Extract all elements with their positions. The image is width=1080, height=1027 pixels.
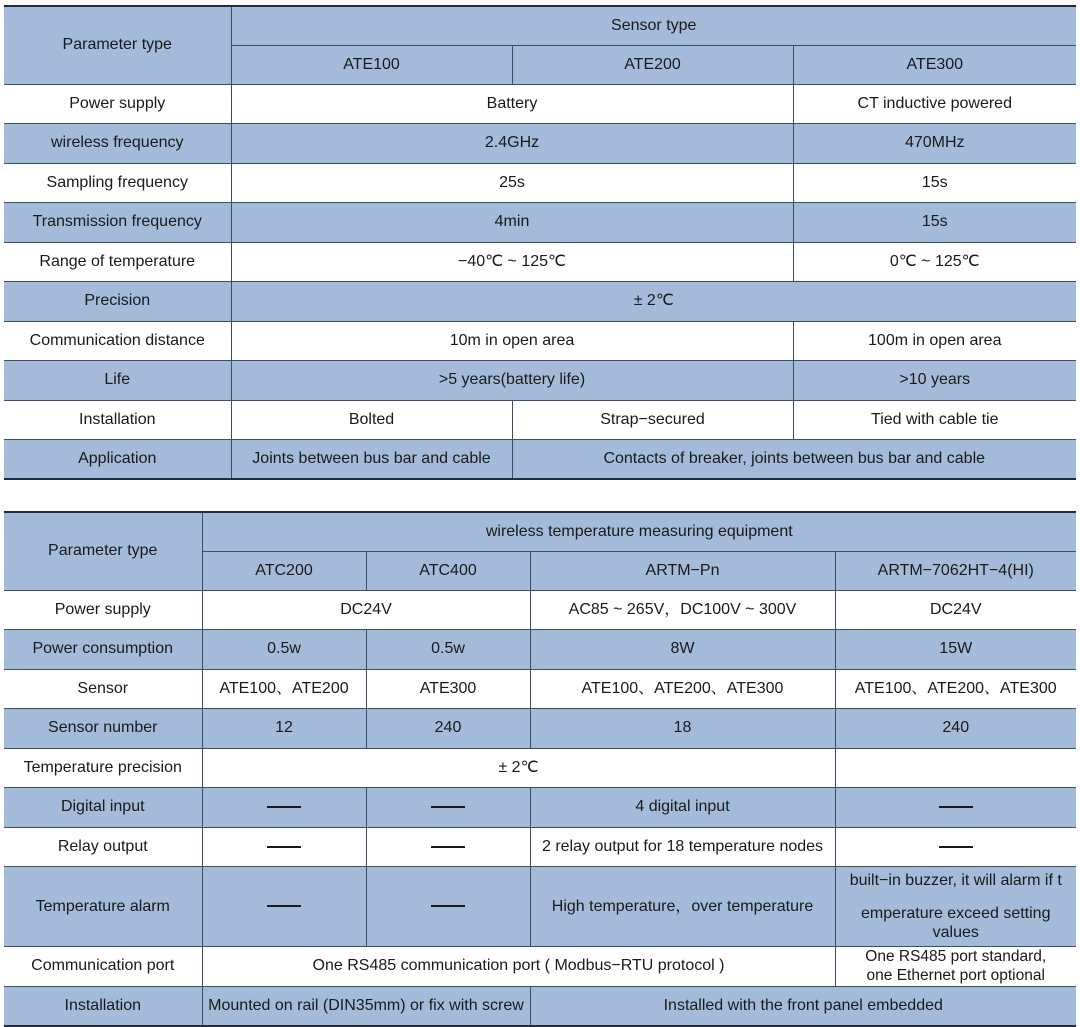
- row-label: Installation: [4, 986, 202, 1026]
- table-row: [4, 709, 1076, 749]
- cell-value: 240: [366, 709, 530, 749]
- cell-value: 470MHz: [793, 124, 1076, 164]
- cell-value: 12: [202, 709, 366, 749]
- cell-value: ± 2℃: [231, 282, 1076, 322]
- cell-value: 0℃ ~ 125℃: [793, 242, 1076, 282]
- cell-value: Joints between bus bar and cable: [231, 440, 512, 480]
- cell-value: Installed with the front panel embedded: [530, 986, 1076, 1026]
- row-label: Range of temperature: [4, 242, 231, 282]
- cell-value: ATE100、ATE200、ATE300: [530, 669, 835, 709]
- cell-value: ATE100、ATE200: [202, 669, 366, 709]
- table-row: [4, 440, 1076, 480]
- dash-mark: [267, 905, 301, 907]
- table-row: [4, 163, 1076, 203]
- cell-value: ATE100、ATE200、ATE300: [835, 669, 1076, 709]
- model-artm-pn: ARTM−Pn: [530, 551, 835, 590]
- cell-value: One RS485 communication port ( Modbus−RTU protocol ): [202, 947, 835, 987]
- row-label: Digital input: [4, 788, 202, 828]
- sensor-spec-table: [4, 5, 1076, 480]
- dash-mark: [939, 806, 973, 808]
- row-label: Sensor: [4, 669, 202, 709]
- row-label: Precision: [4, 282, 231, 322]
- cell-value: −40℃ ~ 125℃: [231, 242, 793, 282]
- row-label: Communication port: [4, 947, 202, 987]
- table-row: [4, 590, 1076, 630]
- equipment-type-header: wireless temperature measuring equipment: [202, 512, 1076, 551]
- cell-dash: [835, 827, 1076, 867]
- model-ate200: ATE200: [512, 45, 793, 84]
- row-label: Power supply: [4, 84, 231, 124]
- dash-mark: [431, 806, 465, 808]
- cell-value: Tied with cable tie: [793, 400, 1076, 440]
- cell-value: Contacts of breaker, joints between bus bar and cable: [512, 440, 1076, 480]
- sensor-header-row: [4, 6, 1076, 45]
- row-label: Sensor number: [4, 709, 202, 749]
- cell-value: 8W: [530, 630, 835, 670]
- cell-value: [835, 947, 1076, 987]
- cell-value: 2 relay output for 18 temperature nodes: [530, 827, 835, 867]
- sensor-type-header: Sensor type: [231, 6, 1076, 45]
- row-label: Sampling frequency: [4, 163, 231, 203]
- param-type-header: Parameter type: [4, 512, 202, 590]
- cell-value: [835, 867, 1076, 947]
- cell-value: ATE300: [366, 669, 530, 709]
- model-atc400: ATC400: [366, 551, 530, 590]
- row-label: Life: [4, 361, 231, 401]
- model-artm-7062: ARTM−7062HT−4(HI): [835, 551, 1076, 590]
- model-atc200: ATC200: [202, 551, 366, 590]
- cell-value: 0.5w: [202, 630, 366, 670]
- comm-port-line2: one Ethernet port optional: [866, 967, 1045, 985]
- cell-value: 100m in open area: [793, 321, 1076, 361]
- model-ate100: ATE100: [231, 45, 512, 84]
- cell-dash: [366, 827, 530, 867]
- table-row: [4, 827, 1076, 867]
- table-row: [4, 788, 1076, 828]
- cell-value: 10m in open area: [231, 321, 793, 361]
- table-row: [4, 203, 1076, 243]
- cell-value: 15W: [835, 630, 1076, 670]
- cell-value: 15s: [793, 163, 1076, 203]
- cell-dash: [366, 867, 530, 947]
- comm-port-line1: One RS485 port standard,: [865, 948, 1047, 965]
- cell-value: 2.4GHz: [231, 124, 793, 164]
- cell-value: 18: [530, 709, 835, 749]
- cell-value: 15s: [793, 203, 1076, 243]
- row-label: Application: [4, 440, 231, 480]
- cell-value: Battery: [231, 84, 793, 124]
- cell-value: CT inductive powered: [793, 84, 1076, 124]
- dash-mark: [431, 905, 465, 907]
- table-row: [4, 321, 1076, 361]
- row-label: Temperature precision: [4, 748, 202, 788]
- cell-value: Strap−secured: [512, 400, 793, 440]
- cell-value: 4min: [231, 203, 793, 243]
- dash-mark: [431, 846, 465, 848]
- equipment-spec-table: [4, 511, 1076, 1027]
- cell-value: 4 digital input: [530, 788, 835, 828]
- row-label: wireless frequency: [4, 124, 231, 164]
- alarm-note: [840, 871, 1073, 943]
- cell-dash: [366, 788, 530, 828]
- cell-value: 25s: [231, 163, 793, 203]
- table-row: [4, 630, 1076, 670]
- cell-value: ± 2℃: [202, 748, 835, 788]
- table-row: [4, 84, 1076, 124]
- cell-dash: [202, 867, 366, 947]
- param-type-header: Parameter type: [4, 6, 231, 84]
- cell-dash: [202, 788, 366, 828]
- table-row: [4, 361, 1076, 401]
- cell-value: 0.5w: [366, 630, 530, 670]
- cell-value: DC24V: [202, 590, 530, 630]
- cell-value: >5 years(battery life): [231, 361, 793, 401]
- cell-value: High temperature，over temperature: [530, 867, 835, 947]
- dash-mark: [267, 806, 301, 808]
- cell-value: Mounted on rail (DIN35mm) or fix with screw: [202, 986, 530, 1026]
- model-ate300: ATE300: [793, 45, 1076, 84]
- row-label: Transmission frequency: [4, 203, 231, 243]
- dash-mark: [267, 846, 301, 848]
- dash-mark: [939, 846, 973, 848]
- row-label: Power supply: [4, 590, 202, 630]
- table-row: [4, 986, 1076, 1026]
- cell-value: Bolted: [231, 400, 512, 440]
- table-row: [4, 867, 1076, 947]
- alarm-note-line2: emperature exceed setting values: [861, 904, 1051, 942]
- table-row: [4, 947, 1076, 987]
- cell-empty: [835, 748, 1076, 788]
- equipment-header-row: [4, 512, 1076, 551]
- table-row: [4, 669, 1076, 709]
- table-row: [4, 282, 1076, 322]
- table-row: [4, 124, 1076, 164]
- alarm-note-line1: built−in buzzer, it will alarm if t: [849, 871, 1062, 889]
- row-label: Temperature alarm: [4, 867, 202, 947]
- cell-value: AC85 ~ 265V，DC100V ~ 300V: [530, 590, 835, 630]
- row-label: Power consumption: [4, 630, 202, 670]
- cell-value: 240: [835, 709, 1076, 749]
- row-label: Installation: [4, 400, 231, 440]
- table-row: [4, 748, 1076, 788]
- cell-value: >10 years: [793, 361, 1076, 401]
- table-row: [4, 400, 1076, 440]
- row-label: Relay output: [4, 827, 202, 867]
- table-row: [4, 242, 1076, 282]
- row-label: Communication distance: [4, 321, 231, 361]
- cell-dash: [202, 827, 366, 867]
- cell-dash: [835, 788, 1076, 828]
- cell-value: DC24V: [835, 590, 1076, 630]
